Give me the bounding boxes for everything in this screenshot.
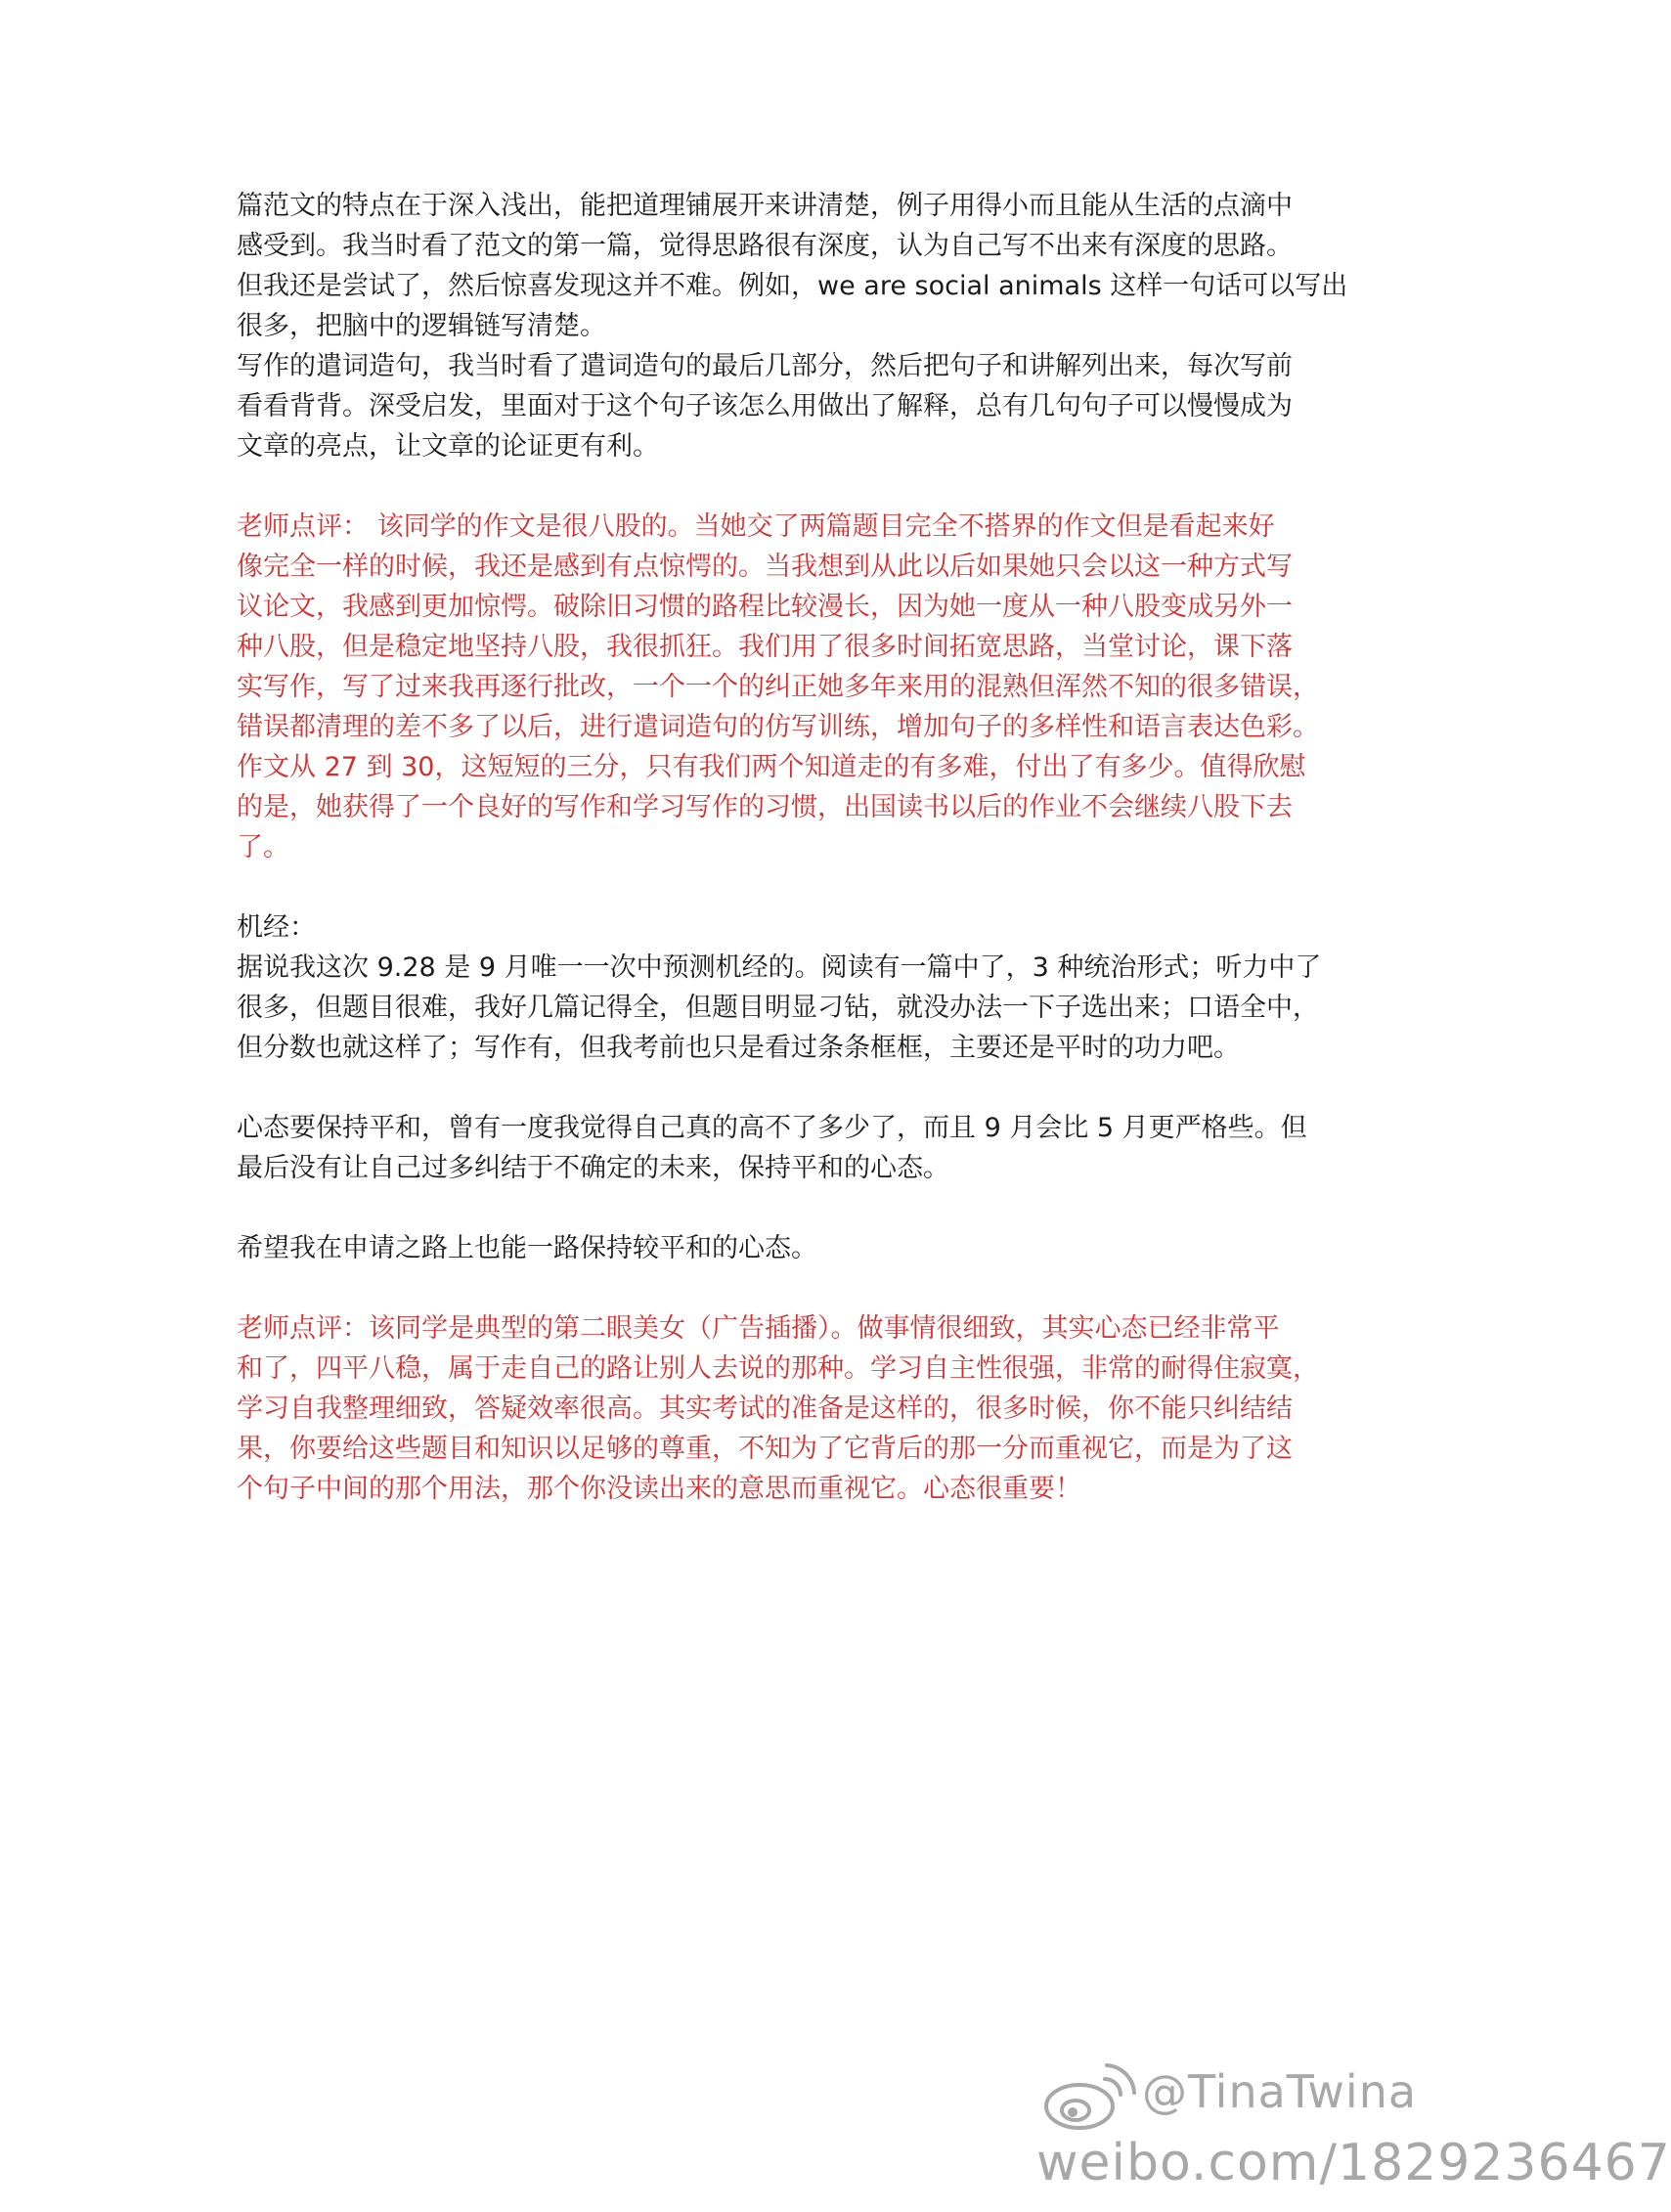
text-line: 实写作，写了过来我再逐行批改，一个一个的纠正她多年来用的混熟但浑然不知的很多错误， <box>237 672 1319 702</box>
watermark-url: weibo.com/1829236467 <box>1036 2134 1671 2192</box>
text-line: 老师点评： 该同学的作文是很八股的。当她交了两篇题目完全不搭界的作文但是看起来好 <box>237 511 1275 542</box>
teacher-comment <box>237 1308 1332 1509</box>
paragraph-gap <box>237 466 1332 507</box>
body-paragraph <box>237 1228 1332 1268</box>
text-line: 据说我这次 9.28 是 9 月唯一一次中预测机经的。阅读有一篇中了，3 种统治形式；听力中了 <box>237 952 1322 983</box>
watermark-handle: @TinaTwina <box>1142 2065 1418 2118</box>
text-line: 错误都清理的差不多了以后，进行遣词造句的仿写训练，增加句子的多样性和语言表达色彩。 <box>237 712 1319 742</box>
text-line: 看看背背。深受启发，里面对于这个句子该怎么用做出了解释，总有几句句子可以慢慢成为 <box>237 391 1293 421</box>
text-line: 学习自我整理细致，答疑效率很高。其实考试的准备是这样的，很多时候，你不能只纠结结 <box>237 1394 1293 1424</box>
body-paragraph <box>237 186 1348 466</box>
text-line: 心态要保持平和，曾有一度我觉得自己真的高不了多少了，而且 9 月会比 5 月更严格些。但 <box>237 1113 1307 1143</box>
paragraph-gap <box>237 1268 1332 1308</box>
text-line: 和了，四平八稳，属于走自己的路让别人去说的那种。学习自主性很强，非常的耐得住寂寞， <box>237 1353 1319 1384</box>
body-paragraph <box>237 1108 1332 1188</box>
body-paragraph <box>237 907 1332 1068</box>
paragraph-gap <box>237 1188 1332 1228</box>
section-heading: 机经： <box>237 912 316 943</box>
weibo-logo-icon <box>1036 2057 1144 2136</box>
text-line: 写作的遣词造句，我当时看了遣词造句的最后几部分，然后把句子和讲解列出来，每次写前 <box>237 351 1293 381</box>
text-line: 个句子中间的那个用法，那个你没读出来的意思而重视它。心态很重要！ <box>237 1474 1081 1504</box>
paragraph-gap <box>237 1068 1332 1108</box>
text-line: 种八股，但是稳定地坚持八股，我很抓狂。我们用了很多时间拓宽思路，当堂讨论，课下落 <box>237 632 1293 662</box>
document-page <box>237 186 1348 1509</box>
text-line: 像完全一样的时候，我还是感到有点惊愕的。当我想到从此以后如果她只会以这一种方式写 <box>237 552 1293 582</box>
text-line: 作文从 27 到 30，这短短的三分，只有我们两个知道走的有多难，付出了有多少。值得欣慰 <box>237 752 1306 782</box>
text-line: 果，你要给这些题目和知识以足够的尊重，不知为了它背后的那一分而重视它，而是为了这 <box>237 1434 1293 1464</box>
text-line: 文章的亮点，让文章的论证更有利。 <box>237 431 659 462</box>
text-line: 感受到。我当时看了范文的第一篇，觉得思路很有深度，认为自己写不出来有深度的思路。 <box>237 231 1293 261</box>
text-line: 议论文，我感到更加惊愕。破除旧习惯的路程比较漫长，因为她一度从一种八股变成另外一 <box>237 592 1293 622</box>
text-line: 很多，但题目很难，我好几篇记得全，但题目明显刁钻，就没办法一下子选出来；口语全中， <box>237 993 1319 1023</box>
text-line: 希望我在申请之路上也能一路保持较平和的心态。 <box>237 1233 817 1263</box>
text-line: 的是，她获得了一个良好的写作和学习写作的习惯，出国读书以后的作业不会继续八股下去 <box>237 792 1293 822</box>
text-line: 篇范文的特点在于深入浅出，能把道理铺展开来讲清楚，例子用得小而且能从生活的点滴中 <box>237 191 1293 221</box>
text-line: 很多，把脑中的逻辑链写清楚。 <box>237 311 606 341</box>
text-line: 但分数也就这样了；写作有，但我考前也只是看过条条框框，主要还是平时的功力吧。 <box>237 1033 1240 1063</box>
text-line: 最后没有让自己过多纠结于不确定的未来，保持平和的心态。 <box>237 1153 949 1183</box>
paragraph-gap <box>237 867 1332 907</box>
text-line: 老师点评：该同学是典型的第二眼美女（广告插播）。做事情很细致，其实心态已经非常平 <box>237 1313 1280 1344</box>
text-line: 但我还是尝试了，然后惊喜发现这并不难。例如，we are social animals 这样一句话可以写出 <box>237 271 1348 301</box>
weibo-watermark <box>1036 2057 1671 2204</box>
text-line: 了。 <box>237 832 289 863</box>
teacher-comment <box>237 507 1332 867</box>
